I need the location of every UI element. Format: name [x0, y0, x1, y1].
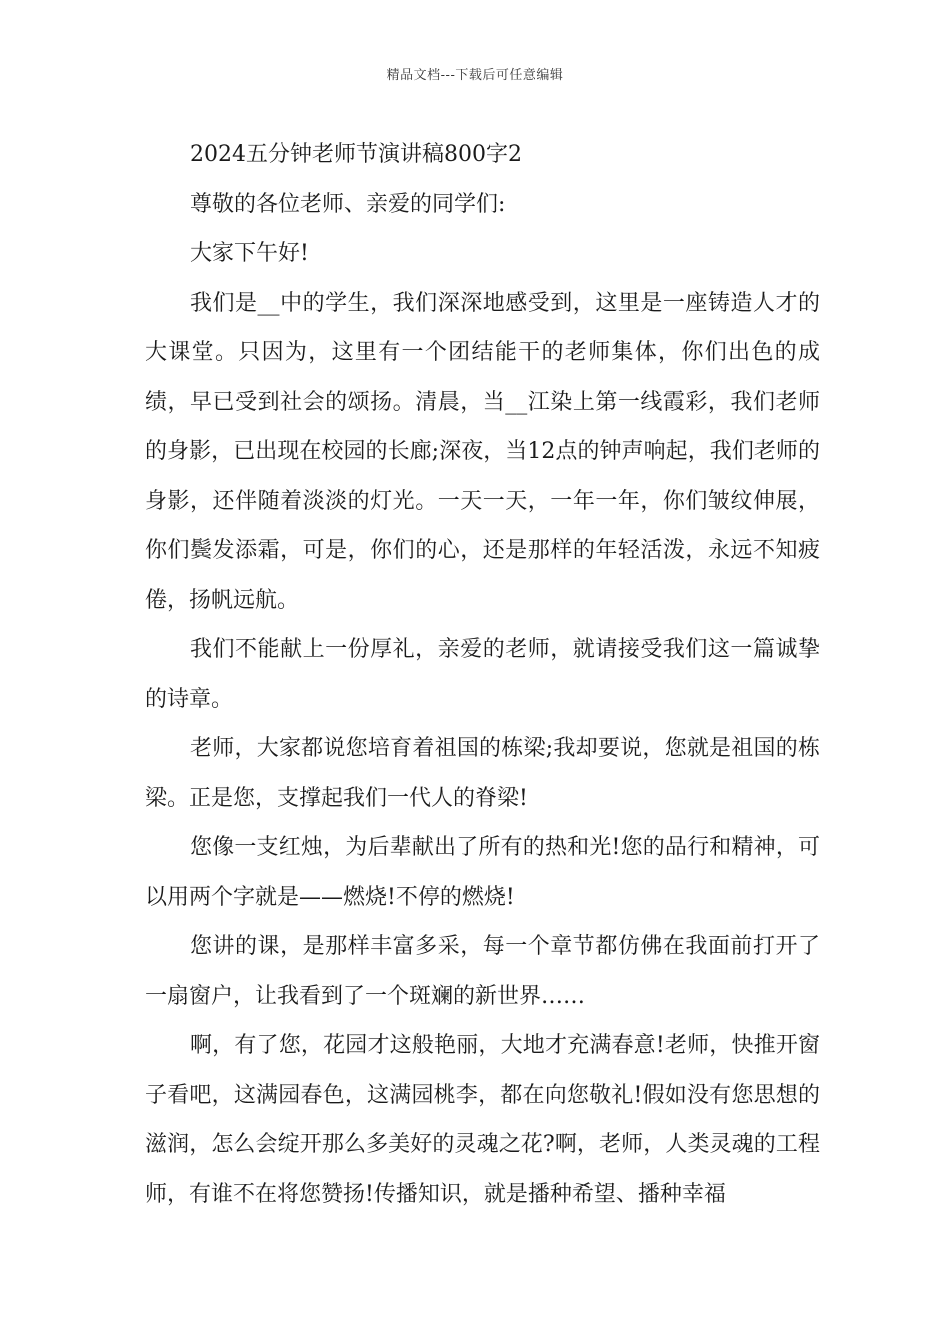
paragraph: 您讲的课，是那样丰富多采，每一个章节都仿佛在我面前打开了一扇窗户，让我看到了一个斑斓的新世界…… [145, 934, 820, 1009]
paragraph: 我们不能献上一份厚礼，亲爱的老师，就请接受我们这一篇诚挚的诗章。 [145, 637, 820, 712]
paragraph: 老师，大家都说您培育着祖国的栋梁;我却要说，您就是祖国的栋梁。正是您，支撑起我们一代人的脊梁! [145, 736, 820, 811]
document-title: 2024五分钟老师节演讲稿800字2 [190, 142, 522, 167]
document-body [145, 130, 820, 1219]
paragraph: 您像一支红烛，为后辈献出了所有的热和光!您的品行和精神，可以用两个字就是——燃烧!不停的燃烧! [145, 835, 820, 910]
salutation: 尊敬的各位老师、亲爱的同学们: [190, 191, 506, 217]
paragraph: 我们是__中的学生，我们深深地感受到，这里是一座铸造人才的大课堂。只因为，这里有一个团结能干的老师集体，你们出色的成绩，早已受到社会的颂扬。清晨，当__江染上第一线霞彩，我们老师的身影，已出现在校园的长廊;深夜，当12点的钟声响起，我们老师的身影，还伴随着淡淡的灯光。一天一天，一年一年，你们皱纹伸展，你们鬓发添霜，可是，你们的心，还是那样的年轻活泼，永远不知疲倦，扬帆远航。 [145, 290, 820, 613]
greeting: 大家下午好! [190, 241, 309, 266]
paragraph: 啊，有了您，花园才这般艳丽，大地才充满春意!老师，快推开窗子看吧，这满园春色，这满园桃李，都在向您敬礼!假如没有您思想的滋润，怎么会绽开那么多美好的灵魂之花?啊，老师，人类灵魂的工程师，有谁不在将您赞扬!传播知识，就是播种希望、播种幸福 [145, 1033, 820, 1207]
page-header: 精品文档---下载后可任意编辑 [386, 68, 564, 83]
